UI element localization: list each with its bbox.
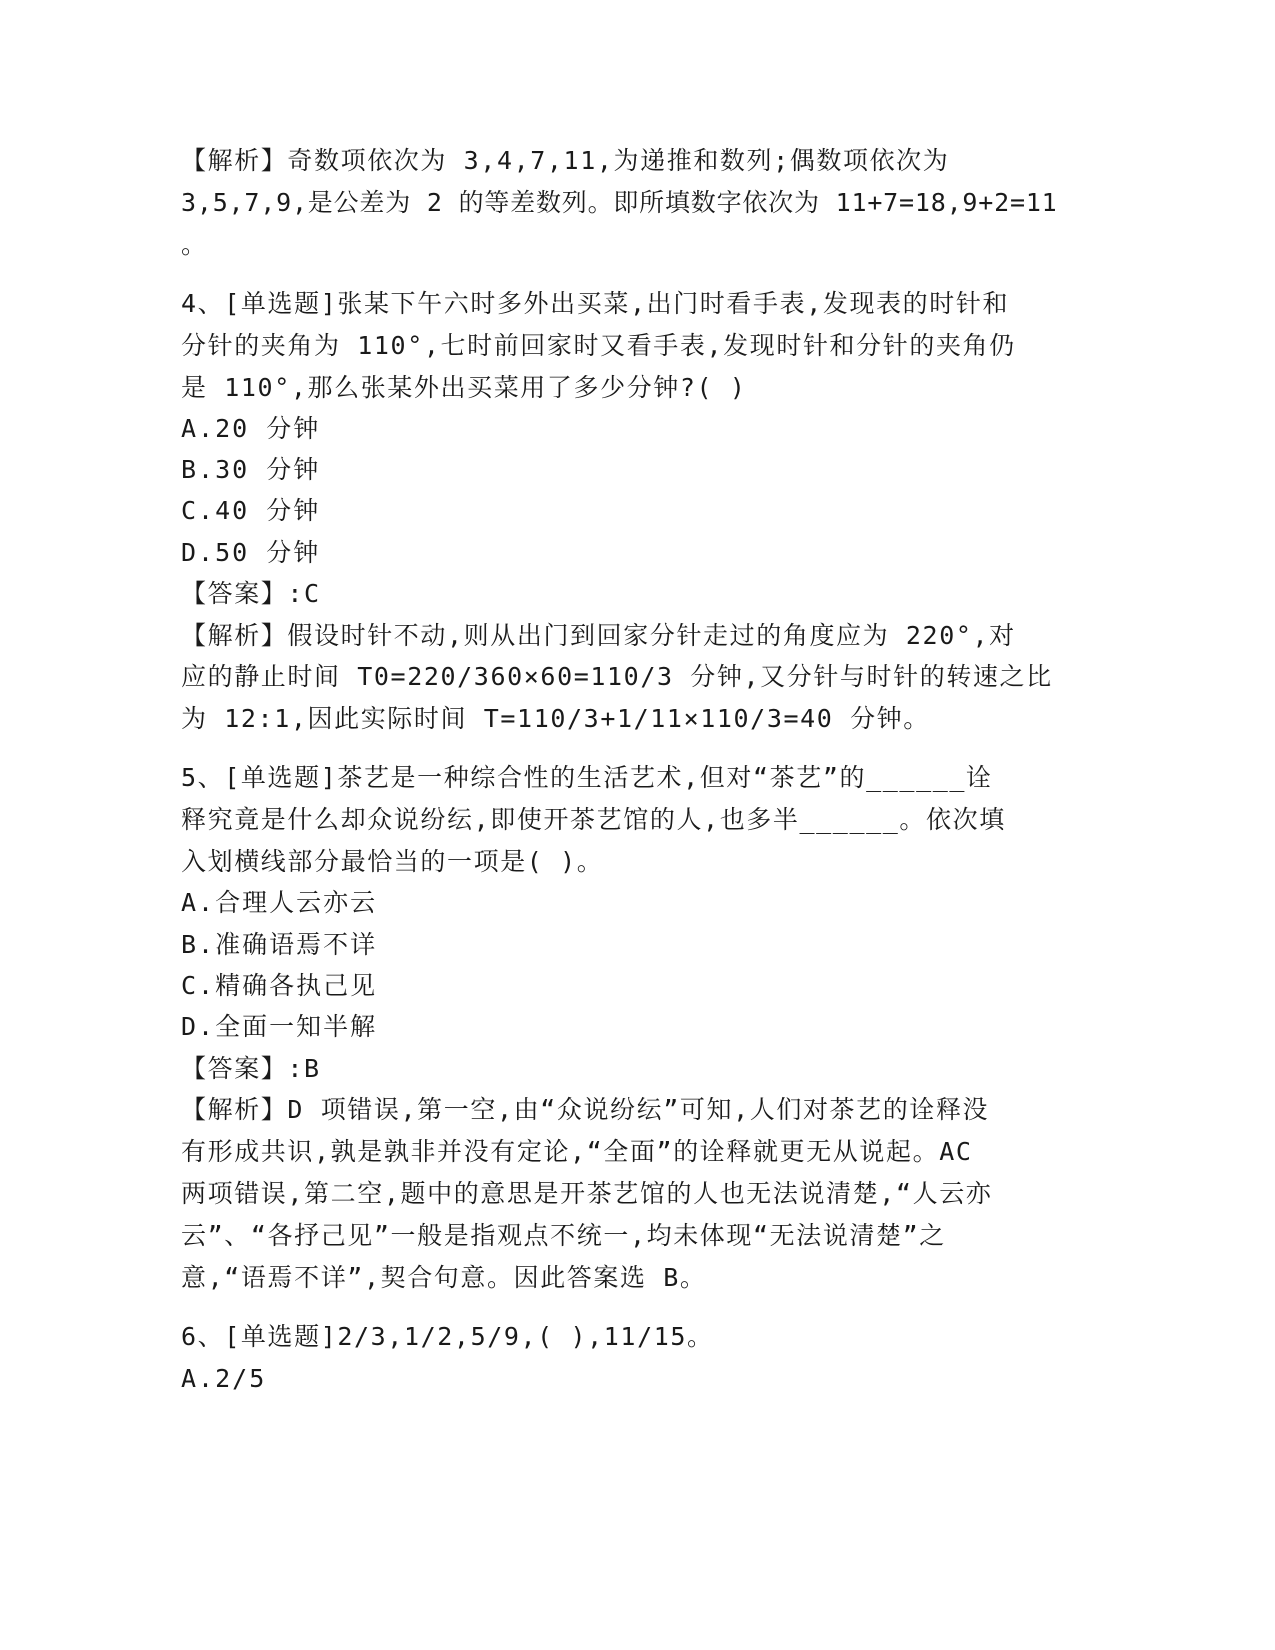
- q5-analysis-line: 有形成共识,孰是孰非并没有定论,“全面”的诠释就更无从说起。AC: [181, 1137, 973, 1166]
- q4-option-b: B.30 分钟: [181, 455, 321, 484]
- q5-option-a: A.合理人云亦云: [181, 888, 378, 917]
- q4-analysis-line: 为 12:1,因此实际时间 T=110/3+1/11×110/3=40 分钟。: [181, 704, 930, 733]
- q6-stem-line: 6、[单选题]2/3,1/2,5/9,( ),11/15。: [181, 1322, 714, 1351]
- q3-analysis-line: 。: [181, 230, 208, 259]
- q5-analysis-line: 【解析】D 项错误,第一空,由“众说纷纭”可知,人们对茶艺的诠释没: [181, 1095, 990, 1124]
- q3-analysis-line: 3,5,7,9,是公差为 2 的等差数列。即所填数字依次为 11+7=18,9+2=11: [181, 188, 1058, 217]
- q5-analysis-line: 云”、“各抒己见”一般是指观点不统一,均未体现“无法说清楚”之: [181, 1221, 946, 1250]
- q3-analysis-line: 【解析】奇数项依次为 3,4,7,11,为递推和数列;偶数项依次为: [181, 146, 950, 175]
- q4-answer: 【答案】:C: [181, 579, 321, 608]
- q5-analysis-line: 意,“语焉不详”,契合句意。因此答案选 B。: [181, 1263, 707, 1292]
- q5-stem-line: 入划横线部分最恰当的一项是( )。: [181, 847, 604, 876]
- q5-option-c: C.精确各执己见: [181, 971, 378, 1000]
- q4-stem-line: 是 110°,那么张某外出买菜用了多少分钟?( ): [181, 373, 747, 402]
- q4-stem-line: 4、[单选题]张某下午六时多外出买菜,出门时看手表,发现表的时针和: [181, 289, 1010, 318]
- q4-analysis-line: 【解析】假设时针不动,则从出门到回家分针走过的角度应为 220°,对: [181, 621, 1016, 650]
- q5-analysis-line: 两项错误,第二空,题中的意思是开茶艺馆的人也无法说清楚,“人云亦: [181, 1179, 993, 1208]
- q5-option-d: D.全面一知半解: [181, 1012, 378, 1041]
- q4-stem-line: 分针的夹角为 110°,七时前回家时又看手表,发现时针和分针的夹角仍: [181, 331, 1016, 360]
- q5-option-b: B.准确语焉不详: [181, 930, 378, 959]
- q5-stem-line: 释究竟是什么却众说纷纭,即使开茶艺馆的人,也多半______。依次填: [181, 805, 1006, 834]
- q4-option-c: C.40 分钟: [181, 496, 321, 525]
- q5-stem-line: 5、[单选题]茶艺是一种综合性的生活艺术,但对“茶艺”的______诠: [181, 763, 993, 792]
- q4-analysis-line: 应的静止时间 T0=220/360×60=110/3 分钟,又分针与时针的转速之比: [181, 662, 1053, 691]
- q6-option-a: A.2/5: [181, 1364, 267, 1393]
- q4-option-d: D.50 分钟: [181, 538, 321, 567]
- q5-answer: 【答案】:B: [181, 1054, 321, 1083]
- q4-option-a: A.20 分钟: [181, 414, 321, 443]
